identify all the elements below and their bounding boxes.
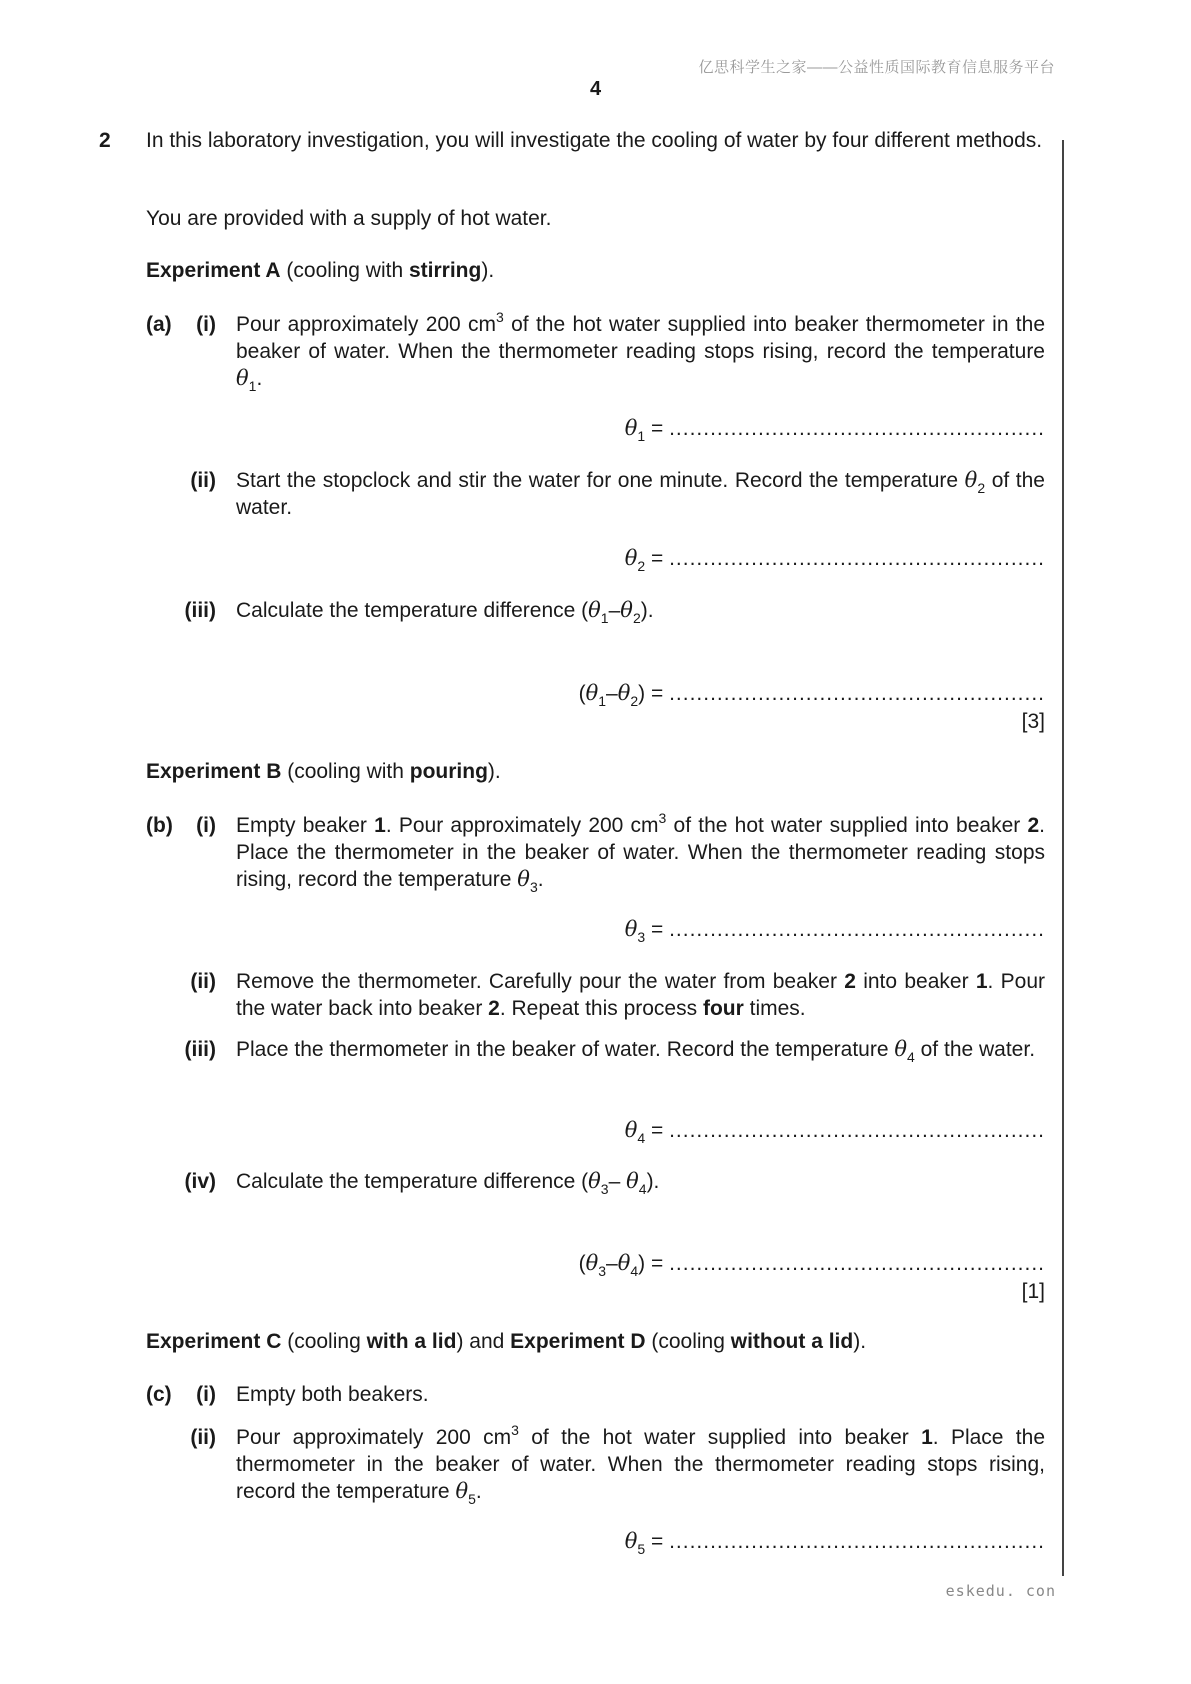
part-a-i-text: Pour approximately 200 $cm^3$ of the hot water supplied into beaker thermometer in the beaker of water. When the thermometer reading stops rising, record the temperature $\theta_1$. [236, 309, 1045, 394]
experiment-a-heading: Experiment A (cooling with stirring). [146, 259, 495, 282]
part-c-label: (c) [146, 1383, 172, 1406]
part-a-ii-text: Start the stopclock and stir the water for one minute. Record the temperature $\theta_2$ of the water. [236, 468, 1045, 519]
part-b-iv-label: (iv) [184, 1170, 216, 1193]
intro-text: In this laboratory investigation, you will investigate the cooling of water by four different methods. [146, 129, 1043, 152]
part-a-ii-label: (ii) [190, 469, 216, 492]
part-c-ii-text: Pour approximately 200 $cm^3$ of the hot water supplied into beaker 1. Place the thermometer in the beaker of water. When the thermometer reading stops rising, record the temperature $\theta_5$. [236, 1422, 1045, 1507]
part-a-iii-text: Calculate the temperature difference $(\theta_1-\theta_2)$. [236, 598, 654, 626]
footer-site: eskedu. con [945, 1582, 1056, 1600]
watermark: 亿思科学生之家——公益性质国际教育信息服务平台 [698, 59, 1055, 76]
part-a-label: (a) [146, 313, 172, 336]
intro-supply: You are provided with a supply of hot water. [146, 207, 552, 230]
experiment-b-heading: Experiment B (cooling with pouring). [146, 760, 501, 783]
question-number: 2 [99, 129, 111, 152]
experiment-cd-heading: Experiment C (cooling with a lid) and Experiment D (cooling without a lid). [146, 1330, 867, 1353]
part-b-ii-label: (ii) [190, 970, 216, 993]
part-b-iii-text: Place the thermometer in the beaker of water. Record the temperature $\theta_4$ of the water. [236, 1037, 1036, 1065]
part-a-i-label: (i) [196, 313, 216, 336]
part-b-iii-label: (iii) [184, 1038, 216, 1061]
answer-theta5[interactable]: $\theta_5$ = ....................................................... [624, 1529, 1045, 1557]
part-c-ii-label: (ii) [190, 1426, 216, 1449]
answer-theta3-minus-theta4[interactable]: $(\theta_3-\theta_4)$ = ....................................................... [578, 1251, 1045, 1279]
part-b-iv-text: Calculate the temperature difference ($\theta_3-$ $\theta_4$). [236, 1169, 660, 1197]
part-b-i-text: Empty beaker 1. Pour approximately 200 $cm^3$ of the hot water supplied into beaker 2. Place the thermometer in the beaker of water. When the thermometer reading stops rising, record the temperature $\theta_3$. [236, 810, 1045, 895]
marks-b: [1] [1021, 1280, 1045, 1303]
answer-theta1-minus-theta2[interactable]: $(\theta_1-\theta_2)$ = ....................................................... [578, 681, 1045, 709]
answer-theta1[interactable]: $\theta_1$ = ....................................................... [624, 416, 1045, 444]
page-number: 4 [589, 78, 602, 100]
answer-theta2[interactable]: $\theta_2$ = ....................................................... [624, 546, 1045, 574]
part-c-i-label: (i) [196, 1383, 216, 1406]
part-c-i-text: Empty both beakers. [236, 1383, 429, 1406]
marks-a: [3] [1021, 710, 1045, 733]
part-b-i-label: (i) [196, 814, 216, 837]
answer-theta3[interactable]: $\theta_3$ = ....................................................... [624, 917, 1045, 945]
answer-theta4[interactable]: $\theta_4$ = ....................................................... [624, 1118, 1045, 1146]
part-a-iii-label: (iii) [184, 599, 216, 622]
part-b-label: (b) [146, 814, 173, 837]
margin-rule [1062, 140, 1064, 1576]
part-b-ii-text: Remove the thermometer. Carefully pour the water from beaker 2 into beaker 1. Pour the water back into beaker 2. Repeat this process four times. [236, 970, 1046, 1020]
